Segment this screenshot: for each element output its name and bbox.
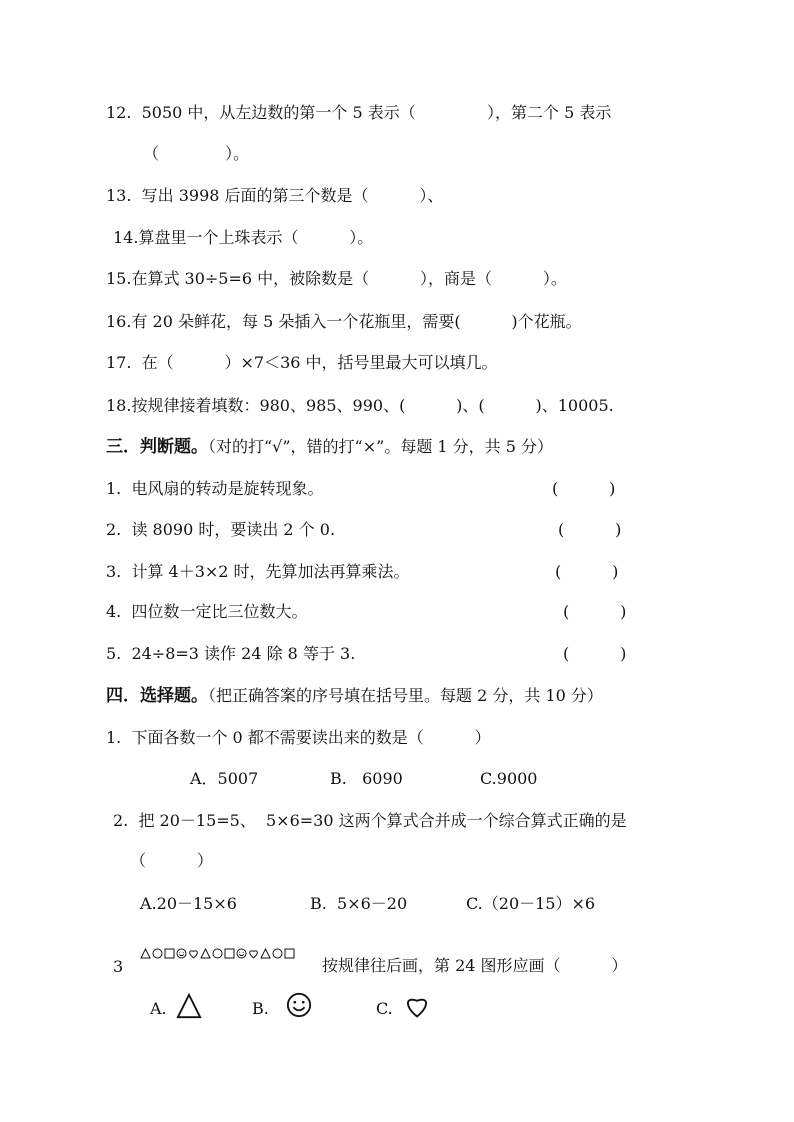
pattern-circle-icon	[212, 948, 223, 959]
pattern-circle-icon	[152, 948, 163, 959]
judge-answer-3[interactable]: ( )	[555, 562, 619, 581]
judge-section-note: （对的打“√”，错的打“×”。每题 1 分，共 5 分）	[208, 437, 554, 456]
judge-item-4: 4. 四位数一定比三位数大。	[106, 602, 308, 621]
pattern-smiley-icon	[176, 948, 187, 959]
choice-q2-option-a[interactable]: A.20－15×6	[140, 894, 237, 913]
choice-section-title: 四．选择题。	[106, 686, 208, 706]
judge-section-heading	[106, 436, 553, 458]
choice-q3-option-c-icon[interactable]	[404, 993, 430, 1023]
judge-item-2: 2. 读 8090 时，要读出 2 个 0.	[106, 520, 336, 539]
choice-q3-option-a-icon[interactable]	[176, 993, 202, 1023]
choice-question-2-line2: （ ）	[130, 851, 213, 870]
choice-question-2-line1: 2. 把 20－15=5、 5×6=30 这两个算式合并成一个综合算式正确的是	[113, 811, 627, 830]
pattern-circle-icon	[272, 948, 283, 959]
choice-q1-option-c[interactable]: C.9000	[480, 769, 538, 788]
question-13: 13. 写出 3998 后面的第三个数是（ ）、	[106, 186, 444, 205]
judge-answer-5[interactable]: ( )	[563, 644, 627, 663]
question-14: 14.算盘里一个上珠表示（ ）。	[113, 228, 374, 247]
choice-q2-option-c[interactable]: C.（20－15）×6	[466, 894, 596, 913]
choice-section-heading	[106, 685, 603, 707]
judge-answer-4[interactable]: ( )	[563, 602, 627, 621]
pattern-triangle-icon	[200, 948, 211, 959]
choice-section-note: （把正确答案的序号填在括号里。每题 2 分，共 10 分）	[208, 686, 603, 705]
pattern-square-icon	[164, 948, 175, 959]
smiley-icon	[286, 992, 312, 1018]
pattern-smiley-icon	[236, 948, 247, 959]
question-15: 15.在算式 30÷5=6 中，被除数是（ ），商是（ ）。	[106, 269, 567, 288]
question-12-line2: （ ）。	[143, 144, 250, 163]
pattern-sequence	[140, 948, 295, 959]
heart-icon	[404, 993, 430, 1019]
question-18: 18.按规律接着填数：980、985、990、( )、( )、10005.	[106, 396, 614, 415]
choice-q2-option-b[interactable]: B. 5×6－20	[310, 894, 408, 913]
choice-question-3-number: 3	[113, 957, 124, 976]
pattern-triangle-icon	[260, 948, 271, 959]
question-12-line1: 12. 5050 中，从左边数的第一个 5 表示（ ），第二个 5 表示	[106, 103, 612, 122]
choice-q3-option-b-icon[interactable]	[286, 992, 312, 1022]
judge-item-1: 1. 电风扇的转动是旋转现象。	[106, 479, 324, 498]
pattern-square-icon	[224, 948, 235, 959]
pattern-heart-icon	[248, 948, 259, 959]
triangle-icon	[176, 993, 202, 1019]
question-17: 17. 在（ ）×7＜36 中，括号里最大可以填几。	[106, 353, 498, 372]
choice-question-3-text: 按规律往后画，第 24 图形应画（ ）	[322, 956, 628, 975]
choice-q3-option-b-label[interactable]: B.	[252, 999, 269, 1018]
choice-q1-option-b[interactable]: B. 6090	[330, 769, 403, 788]
choice-q1-option-a[interactable]: A．5007	[190, 769, 259, 788]
choice-q3-option-c-label[interactable]: C.	[376, 999, 393, 1018]
choice-question-1: 1. 下面各数一个 0 都不需要读出来的数是（ ）	[106, 728, 491, 747]
pattern-heart-icon	[188, 948, 199, 959]
question-16: 16.有 20 朵鲜花，每 5 朵插入一个花瓶里，需要( )个花瓶。	[106, 312, 582, 331]
judge-answer-1[interactable]: ( )	[552, 479, 616, 498]
judge-section-title: 三．判断题。	[106, 437, 208, 457]
choice-q3-option-a-label[interactable]: A.	[150, 999, 167, 1018]
judge-item-3: 3. 计算 4＋3×2 时，先算加法再算乘法。	[106, 562, 410, 581]
pattern-square-icon	[284, 948, 295, 959]
pattern-triangle-icon	[140, 948, 151, 959]
judge-item-5: 5. 24÷8=3 读作 24 除 8 等于 3.	[106, 644, 356, 663]
judge-answer-2[interactable]: ( )	[558, 520, 622, 539]
